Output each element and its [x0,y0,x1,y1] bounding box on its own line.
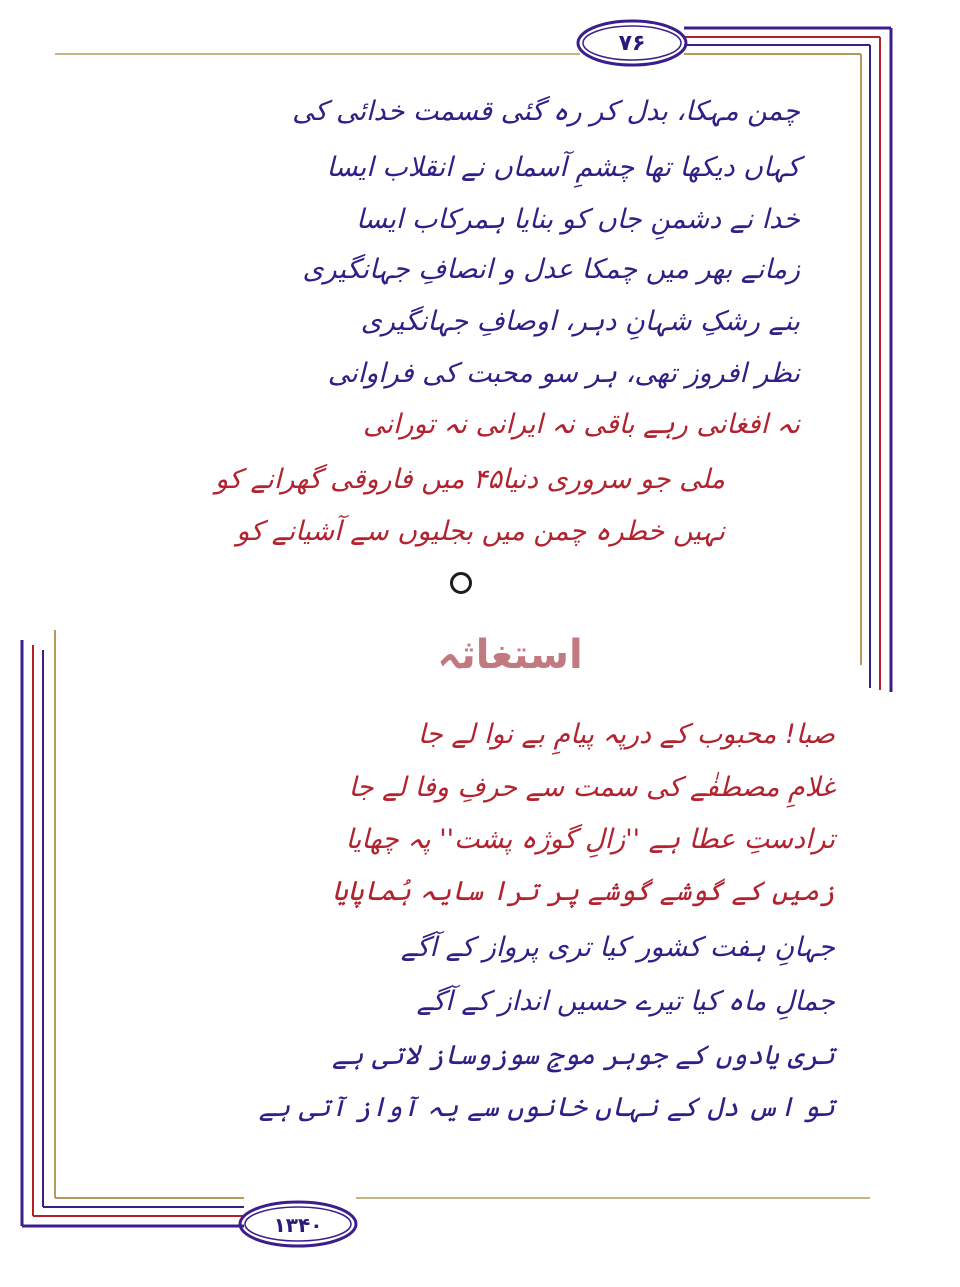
verse-part2-line-5: جہانِ ہفت کشور کیا تری پرواز کے آگے [400,932,835,963]
verse-part1-line-5: بنے رشکِ شہانِ دہر، اوصافِ جہانگیری [360,306,800,337]
verse-part1-line-4: زمانے بھر میں چمکا عدل و انصافِ جہانگیری [302,254,800,285]
verse-part2-line-8: تو اس دل کے نہاں خانوں سے یہ آواز آتی ہے [258,1092,835,1123]
verse-part1-line-6: نظر افروز تھی، ہر سو محبت کی فراوانی [327,358,800,389]
verse-part1-line-1: چمن مہکا، بدل کر رہ گئی قسمت خدائی کی [292,96,800,127]
verse-part1-line-7: نہ افغانی رہے باقی نہ ایرانی نہ تورانی [362,409,800,440]
verse-part2-line-7: تری یادوں کے جوہر موجِ سوزوساز لاتی ہے [331,1040,835,1071]
bottom-page-number: ۱۳۴۰ [273,1213,323,1237]
verse-part1-line-9: نہیں خطرہ چمن میں بجلیوں سے آشیانے کو [236,516,725,547]
verse-part2-line-1: صبا! محبوب کے درپہ پیامِ بے نوا لے جا [417,719,835,750]
verse-part1-line-3: خدا نے دشمنِ جاں کو بنایا ہمرکاب ایسا [356,204,800,235]
top-page-number: ۷۶ [618,30,646,56]
verse-part2-line-4: زمیں کے گوشے گوشے پر ترا سایہ ہُماپایا [331,876,835,907]
verse-part2-line-6: جمالِ ماہ کیا تیرے حسیں انداز کے آگے [416,986,835,1017]
verse-part2-line-3: ترادستِ عطا ہے ''زالِ گوژہ پشت'' پہ چھایا [345,824,835,855]
circle-ornament-icon [450,572,472,594]
verse-part1-line-8: ملی جو سروری دنیا۴۵ میں فاروقی گھرانے کو [215,464,725,495]
verse-part1-line-2: کہاں دیکھا تھا چشمِ آسماں نے انقلاب ایسا [326,152,800,183]
section-title: استغاثہ [437,632,583,678]
verse-part2-line-2: غلامِ مصطفٰے کی سمت سے حرفِ وفا لے جا [348,772,835,803]
